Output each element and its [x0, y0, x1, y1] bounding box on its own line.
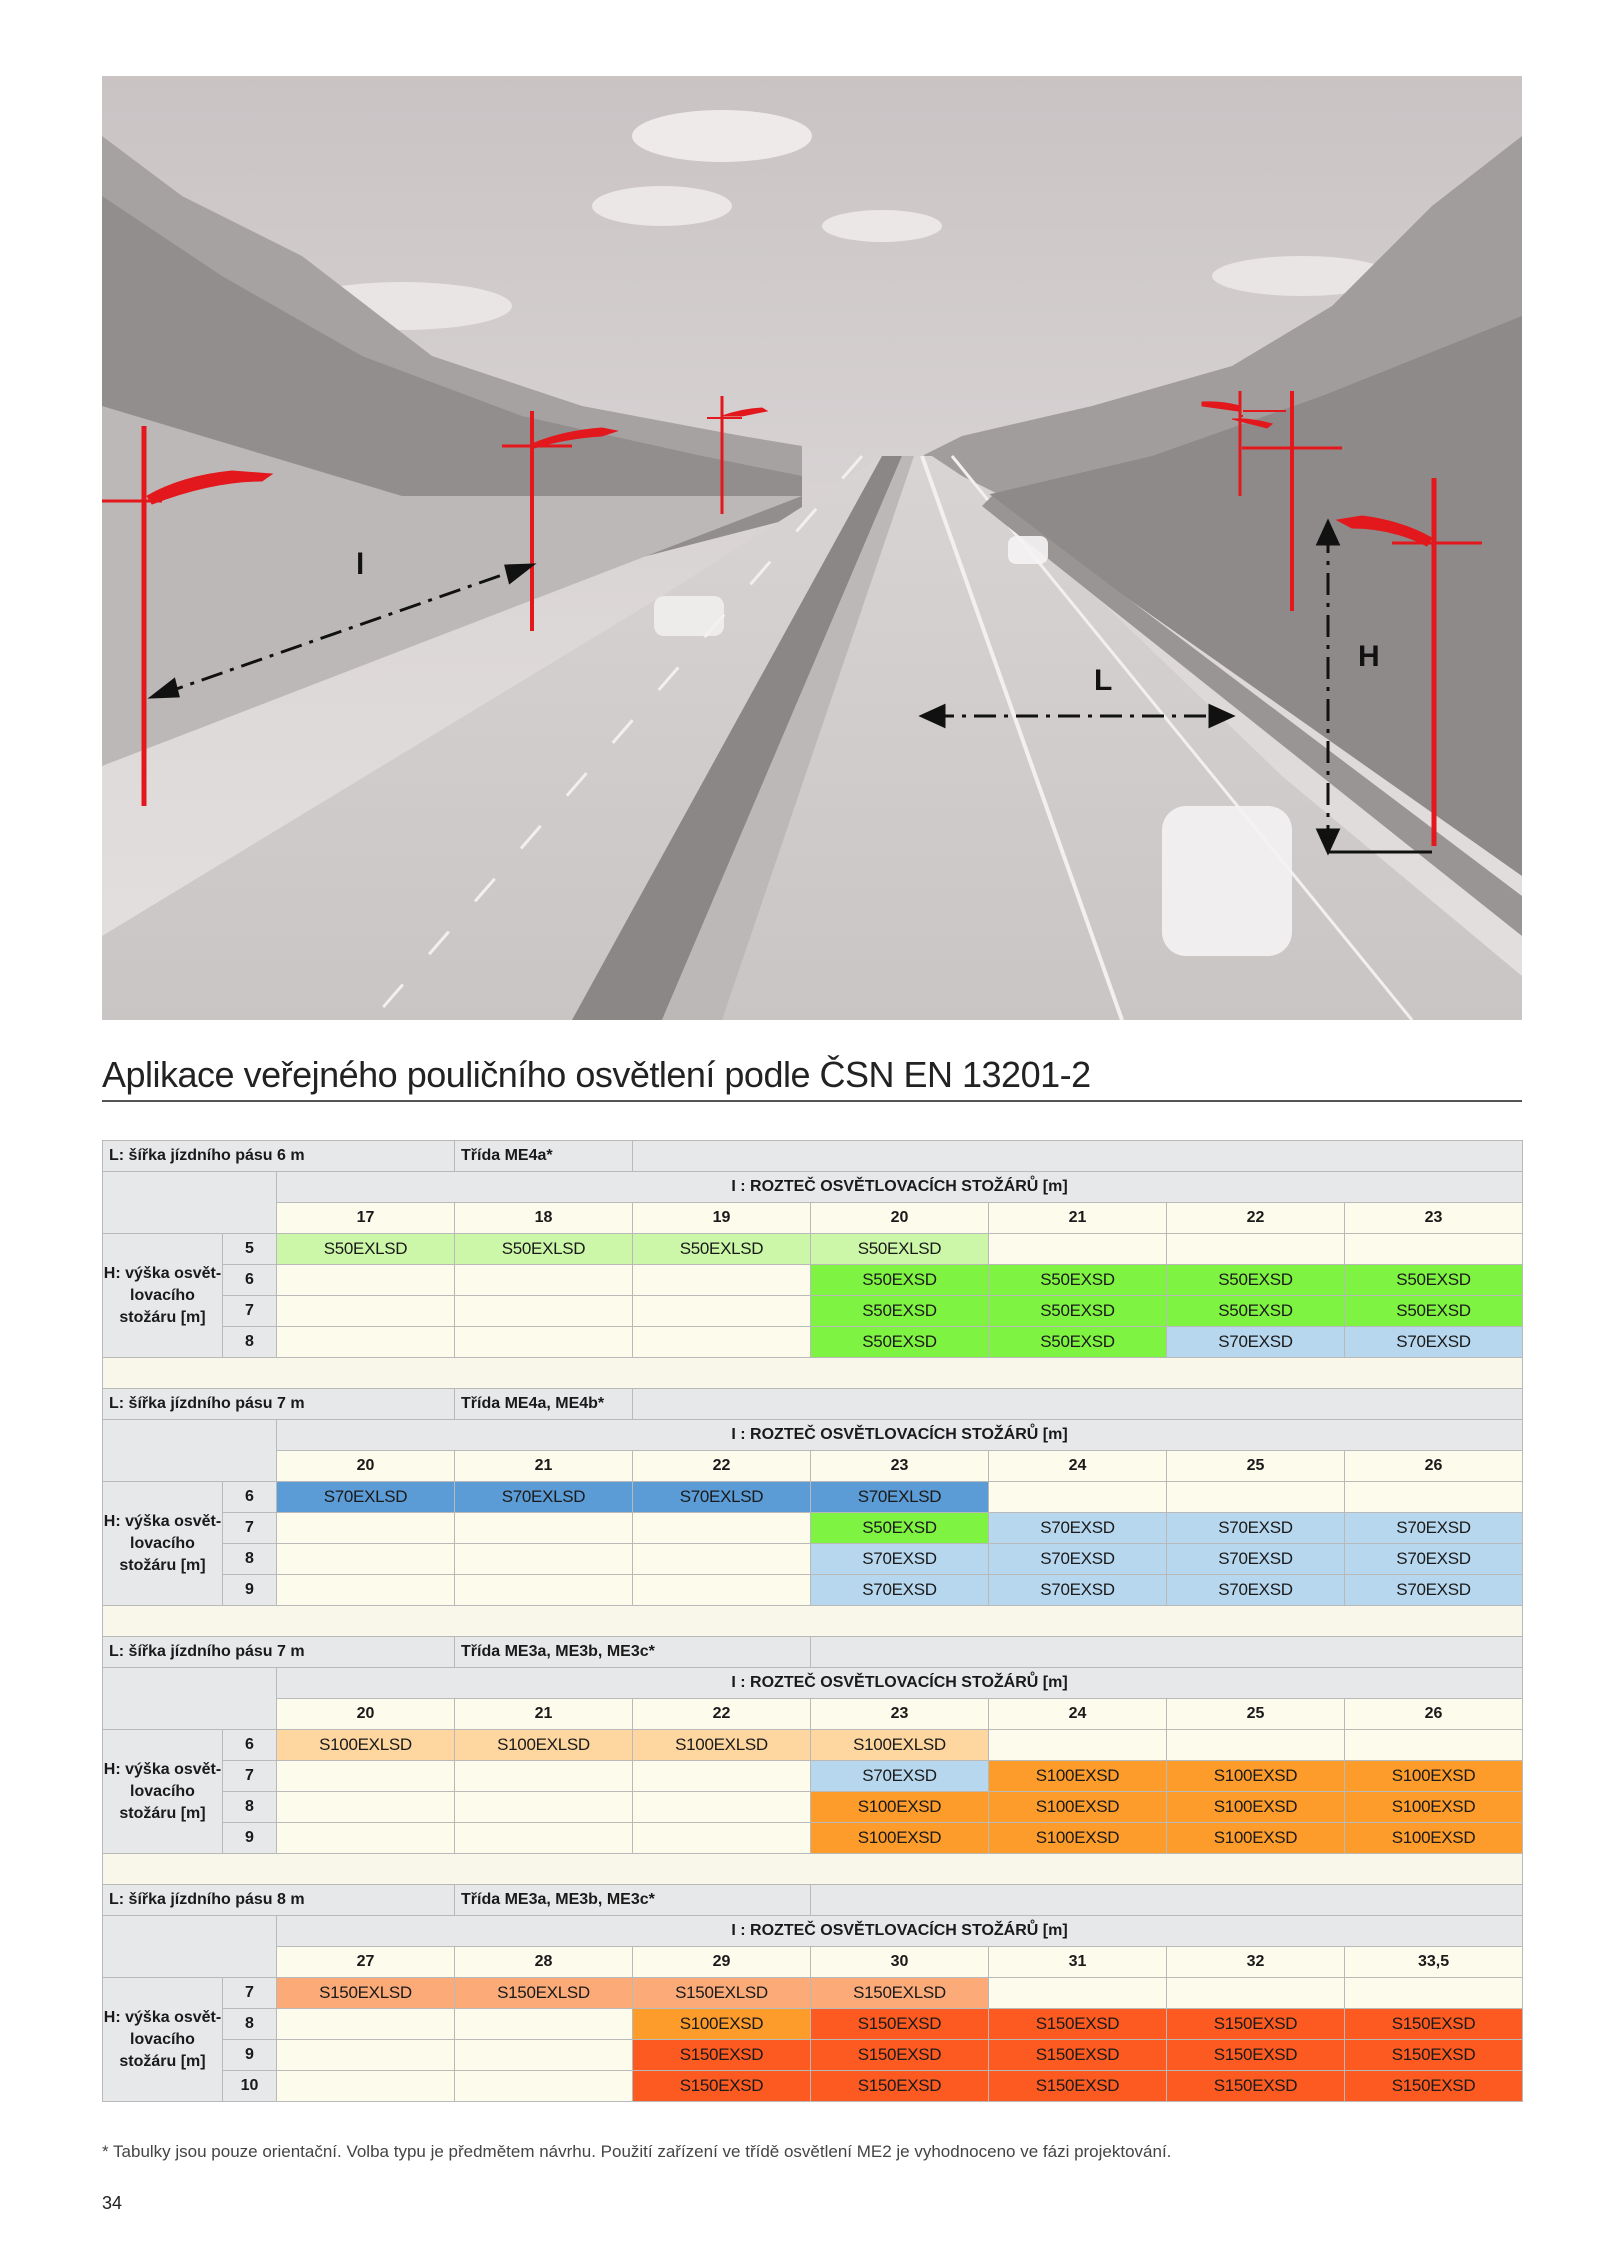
table-header-row	[103, 1389, 1523, 1420]
gap-cell	[103, 1854, 1523, 1885]
luminaire-cell: S150EXSD	[1167, 2040, 1345, 2071]
pole-height-value: 9	[223, 1823, 277, 1854]
luminaire-cell	[633, 1327, 811, 1358]
table-header-row	[103, 1172, 1523, 1203]
spacing-value: 20	[277, 1699, 455, 1730]
luminaire-cell	[277, 1792, 455, 1823]
luminaire-cell	[1345, 1234, 1523, 1265]
spacing-value: 31	[989, 1947, 1167, 1978]
luminaire-cell: S70EXLSD	[277, 1482, 455, 1513]
luminaire-cell: S50EXSD	[811, 1513, 989, 1544]
spacing-value: 30	[811, 1947, 989, 1978]
table-gap-row	[103, 1358, 1523, 1389]
spacing-value: 22	[1167, 1203, 1345, 1234]
luminaire-cell: S50EXLSD	[811, 1234, 989, 1265]
spacing-value: 21	[455, 1451, 633, 1482]
pole-height-value: 6	[223, 1265, 277, 1296]
spacing-value: 23	[1345, 1203, 1523, 1234]
table-header-row	[103, 1885, 1523, 1916]
spacing-value: 25	[1167, 1699, 1345, 1730]
luminaire-cell: S70EXLSD	[633, 1482, 811, 1513]
table-row	[103, 2071, 1523, 2102]
table-row	[103, 2009, 1523, 2040]
luminaire-cell: S150EXLSD	[455, 1978, 633, 2009]
spacing-value: 26	[1345, 1451, 1523, 1482]
table-row	[103, 1575, 1523, 1606]
road-width-label: L: šířka jízdního pásu 8 m	[103, 1885, 455, 1916]
luminaire-cell	[1345, 1978, 1523, 2009]
luminaire-cell: S100EXSD	[1167, 1792, 1345, 1823]
luminaire-cell	[277, 1823, 455, 1854]
luminaire-cell: S100EXSD	[1167, 1823, 1345, 1854]
luminaire-cell	[277, 2040, 455, 2071]
luminaire-cell: S100EXSD	[1167, 1761, 1345, 1792]
luminaire-cell	[633, 1761, 811, 1792]
luminaire-cell	[455, 1823, 633, 1854]
pole-height-value: 8	[223, 1544, 277, 1575]
luminaire-cell	[1167, 1978, 1345, 2009]
luminaire-cell: S50EXSD	[811, 1265, 989, 1296]
table-header-row	[103, 1141, 1523, 1172]
label-spacing-l: l	[356, 548, 365, 581]
luminaire-cell: S100EXLSD	[277, 1730, 455, 1761]
luminaire-cell: S50EXLSD	[633, 1234, 811, 1265]
spacing-value: 28	[455, 1947, 633, 1978]
luminaire-cell	[1167, 1482, 1345, 1513]
luminaire-cell	[633, 1575, 811, 1606]
road-width-label: L: šířka jízdního pásu 7 m	[103, 1637, 455, 1668]
pole-height-value: 8	[223, 2009, 277, 2040]
luminaire-cell	[277, 1544, 455, 1575]
luminaire-cell: S100EXLSD	[633, 1730, 811, 1761]
luminaire-cell: S70EXLSD	[455, 1482, 633, 1513]
luminaire-cell: S150EXSD	[633, 2040, 811, 2071]
spacing-value: 27	[277, 1947, 455, 1978]
spacing-value: 20	[811, 1203, 989, 1234]
spacing-value: 22	[633, 1451, 811, 1482]
luminaire-cell	[989, 1482, 1167, 1513]
luminaire-cell	[455, 2009, 633, 2040]
spacing-value: 20	[277, 1451, 455, 1482]
luminaire-cell: S50EXSD	[989, 1327, 1167, 1358]
luminaire-cell: S50EXSD	[811, 1296, 989, 1327]
corner-cell	[103, 1668, 277, 1730]
table-row	[103, 1730, 1523, 1761]
luminaire-cell	[277, 1265, 455, 1296]
spacing-value: 29	[633, 1947, 811, 1978]
corner-cell	[103, 1916, 277, 1978]
table-row	[103, 1234, 1523, 1265]
luminaire-cell	[277, 1761, 455, 1792]
gap-cell	[103, 1358, 1523, 1389]
table-row	[103, 1823, 1523, 1854]
spacing-label: I : ROZTEČ OSVĚTLOVACÍCH STOŽÁRŮ [m]	[277, 1420, 1523, 1451]
pole-height-value: 8	[223, 1327, 277, 1358]
luminaire-cell	[1345, 1730, 1523, 1761]
luminaire-cell: S100EXLSD	[455, 1730, 633, 1761]
luminaire-cell: S150EXLSD	[811, 1978, 989, 2009]
table-row	[103, 1761, 1523, 1792]
luminaire-cell: S100EXSD	[989, 1823, 1167, 1854]
luminaire-cell: S100EXSD	[989, 1761, 1167, 1792]
luminaire-cell: S100EXSD	[1345, 1823, 1523, 1854]
luminaire-cell	[633, 1265, 811, 1296]
luminaire-cell: S100EXSD	[633, 2009, 811, 2040]
spacing-value: 33,5	[1345, 1947, 1523, 1978]
lighting-class-label: Třída ME4a*	[455, 1141, 633, 1172]
corner-cell	[103, 1172, 277, 1234]
luminaire-cell	[989, 1978, 1167, 2009]
luminaire-cell	[633, 1513, 811, 1544]
spacing-value: 22	[633, 1699, 811, 1730]
road-illustration	[102, 76, 1522, 1020]
luminaire-cell: S70EXSD	[811, 1761, 989, 1792]
luminaire-cell: S150EXLSD	[633, 1978, 811, 2009]
label-width-L: L	[1094, 664, 1113, 697]
luminaire-cell	[277, 2071, 455, 2102]
pole-height-value: 10	[223, 2071, 277, 2102]
table-gap-row	[103, 1606, 1523, 1637]
pole-height-value: 5	[223, 1234, 277, 1265]
spacing-value: 17	[277, 1203, 455, 1234]
luminaire-cell	[633, 1792, 811, 1823]
lighting-class-label: Třída ME3a, ME3b, ME3c*	[455, 1885, 811, 1916]
luminaire-cell: S150EXSD	[1167, 2009, 1345, 2040]
pole-height-value: 8	[223, 1792, 277, 1823]
luminaire-cell: S150EXSD	[1345, 2071, 1523, 2102]
luminaire-cell: S70EXSD	[1345, 1544, 1523, 1575]
table-row	[103, 1792, 1523, 1823]
luminaire-cell: S150EXSD	[633, 2071, 811, 2102]
luminaire-cell: S50EXSD	[811, 1327, 989, 1358]
table-row	[103, 2040, 1523, 2071]
luminaire-cell: S50EXLSD	[455, 1234, 633, 1265]
corner-cell	[103, 1420, 277, 1482]
luminaire-cell: S150EXSD	[1345, 2009, 1523, 2040]
luminaire-cell	[455, 1575, 633, 1606]
luminaire-cell	[633, 1296, 811, 1327]
luminaire-cell: S70EXSD	[1345, 1327, 1523, 1358]
luminaire-cell: S150EXSD	[1167, 2071, 1345, 2102]
luminaire-cell	[277, 1296, 455, 1327]
label-height-H: H	[1358, 640, 1380, 673]
road-width-label: L: šířka jízdního pásu 7 m	[103, 1389, 455, 1420]
luminaire-cell	[455, 1761, 633, 1792]
luminaire-cell	[1167, 1234, 1345, 1265]
spacing-label: I : ROZTEČ OSVĚTLOVACÍCH STOŽÁRŮ [m]	[277, 1916, 1523, 1947]
luminaire-cell: S50EXSD	[989, 1265, 1167, 1296]
luminaire-cell: S100EXSD	[989, 1792, 1167, 1823]
header-filler	[811, 1637, 1523, 1668]
pole-height-value: 7	[223, 1513, 277, 1544]
table-row	[103, 1265, 1523, 1296]
spacing-row	[103, 1947, 1523, 1978]
page-number: 34	[102, 2193, 123, 2213]
spacing-row	[103, 1203, 1523, 1234]
page-heading: Aplikace veřejného pouličního osvětlení podle ČSN EN 13201-2	[102, 1054, 1522, 1102]
luminaire-cell	[633, 1544, 811, 1575]
pole-height-label: H: výška osvět-lovacího stožáru [m]	[103, 1234, 223, 1358]
luminaire-cell	[455, 1265, 633, 1296]
table-header-row	[103, 1668, 1523, 1699]
pole-height-value: 9	[223, 2040, 277, 2071]
table-header-row	[103, 1420, 1523, 1451]
luminaire-cell: S150EXSD	[1345, 2040, 1523, 2071]
road-scene	[102, 76, 1522, 1020]
luminaire-cell: S100EXLSD	[811, 1730, 989, 1761]
luminaire-cell: S100EXSD	[1345, 1761, 1523, 1792]
luminaire-selection-table	[102, 1140, 1523, 2102]
luminaire-cell: S100EXSD	[1345, 1792, 1523, 1823]
spacing-row	[103, 1699, 1523, 1730]
pole-height-value: 6	[223, 1730, 277, 1761]
luminaire-cell	[455, 1296, 633, 1327]
luminaire-cell	[989, 1730, 1167, 1761]
spacing-value: 21	[455, 1699, 633, 1730]
road-width-label: L: šířka jízdního pásu 6 m	[103, 1141, 455, 1172]
luminaire-cell	[277, 1513, 455, 1544]
spec-tables	[102, 1140, 1522, 2102]
luminaire-cell: S150EXSD	[811, 2009, 989, 2040]
table-row	[103, 1978, 1523, 2009]
luminaire-cell: S150EXSD	[989, 2009, 1167, 2040]
table-header-row	[103, 1916, 1523, 1947]
luminaire-cell: S70EXSD	[1167, 1575, 1345, 1606]
spacing-value: 18	[455, 1203, 633, 1234]
spacing-value: 24	[989, 1451, 1167, 1482]
pole-height-label: H: výška osvět-lovacího stožáru [m]	[103, 1482, 223, 1606]
header-filler	[633, 1389, 1523, 1420]
table-header-row	[103, 1637, 1523, 1668]
pole-height-value: 9	[223, 1575, 277, 1606]
luminaire-cell: S70EXSD	[1345, 1513, 1523, 1544]
luminaire-cell: S70EXSD	[811, 1544, 989, 1575]
luminaire-cell	[1345, 1482, 1523, 1513]
gap-cell	[103, 1606, 1523, 1637]
luminaire-cell: S70EXLSD	[811, 1482, 989, 1513]
spacing-value: 24	[989, 1699, 1167, 1730]
table-row	[103, 1482, 1523, 1513]
luminaire-cell	[455, 1513, 633, 1544]
luminaire-cell: S70EXSD	[989, 1544, 1167, 1575]
luminaire-cell: S150EXSD	[811, 2071, 989, 2102]
luminaire-cell	[455, 2071, 633, 2102]
luminaire-cell	[455, 2040, 633, 2071]
luminaire-cell	[455, 1327, 633, 1358]
spacing-value: 23	[811, 1699, 989, 1730]
lighting-class-label: Třída ME3a, ME3b, ME3c*	[455, 1637, 811, 1668]
luminaire-cell: S50EXSD	[1345, 1296, 1523, 1327]
luminaire-cell: S70EXSD	[989, 1513, 1167, 1544]
table-row	[103, 1513, 1523, 1544]
luminaire-cell: S150EXSD	[989, 2040, 1167, 2071]
pole-height-value: 7	[223, 1761, 277, 1792]
luminaire-cell	[277, 1575, 455, 1606]
luminaire-cell: S150EXLSD	[277, 1978, 455, 2009]
lighting-class-label: Třída ME4a, ME4b*	[455, 1389, 633, 1420]
header-filler	[811, 1885, 1523, 1916]
table-gap-row	[103, 1854, 1523, 1885]
spacing-value: 26	[1345, 1699, 1523, 1730]
spacing-value: 19	[633, 1203, 811, 1234]
spacing-value: 23	[811, 1451, 989, 1482]
spacing-value: 32	[1167, 1947, 1345, 1978]
luminaire-cell	[1167, 1730, 1345, 1761]
luminaire-cell	[277, 2009, 455, 2040]
header-filler	[633, 1141, 1523, 1172]
luminaire-cell: S150EXSD	[989, 2071, 1167, 2102]
luminaire-cell: S150EXSD	[811, 2040, 989, 2071]
luminaire-cell	[633, 1823, 811, 1854]
luminaire-cell	[455, 1792, 633, 1823]
pole-height-value: 7	[223, 1978, 277, 2009]
spacing-value: 25	[1167, 1451, 1345, 1482]
spacing-value: 21	[989, 1203, 1167, 1234]
luminaire-cell: S100EXSD	[811, 1792, 989, 1823]
luminaire-cell: S50EXSD	[1167, 1265, 1345, 1296]
luminaire-cell: S70EXSD	[1345, 1575, 1523, 1606]
luminaire-cell: S100EXSD	[811, 1823, 989, 1854]
table-row	[103, 1544, 1523, 1575]
table-row	[103, 1327, 1523, 1358]
luminaire-cell: S70EXSD	[989, 1575, 1167, 1606]
luminaire-cell	[989, 1234, 1167, 1265]
footnote: * Tabulky jsou pouze orientační. Volba typu je předmětem návrhu. Použití zařízení ve třídě osvětlení ME2 je vyhodnoceno ve fázi projektování.	[102, 2142, 1172, 2161]
luminaire-cell: S50EXSD	[989, 1296, 1167, 1327]
luminaire-cell: S70EXSD	[1167, 1327, 1345, 1358]
pole-height-label: H: výška osvět-lovacího stožáru [m]	[103, 1730, 223, 1854]
luminaire-cell: S50EXSD	[1167, 1296, 1345, 1327]
luminaire-cell	[455, 1544, 633, 1575]
spacing-label: I : ROZTEČ OSVĚTLOVACÍCH STOŽÁRŮ [m]	[277, 1172, 1523, 1203]
table-row	[103, 1296, 1523, 1327]
spacing-label: I : ROZTEČ OSVĚTLOVACÍCH STOŽÁRŮ [m]	[277, 1668, 1523, 1699]
luminaire-cell: S50EXSD	[1345, 1265, 1523, 1296]
pole-height-value: 7	[223, 1296, 277, 1327]
pole-height-value: 6	[223, 1482, 277, 1513]
luminaire-cell: S70EXSD	[811, 1575, 989, 1606]
spacing-row	[103, 1451, 1523, 1482]
pole-height-label: H: výška osvět-lovacího stožáru [m]	[103, 1978, 223, 2102]
luminaire-cell	[277, 1327, 455, 1358]
luminaire-cell: S50EXLSD	[277, 1234, 455, 1265]
luminaire-cell: S70EXSD	[1167, 1544, 1345, 1575]
luminaire-cell: S70EXSD	[1167, 1513, 1345, 1544]
